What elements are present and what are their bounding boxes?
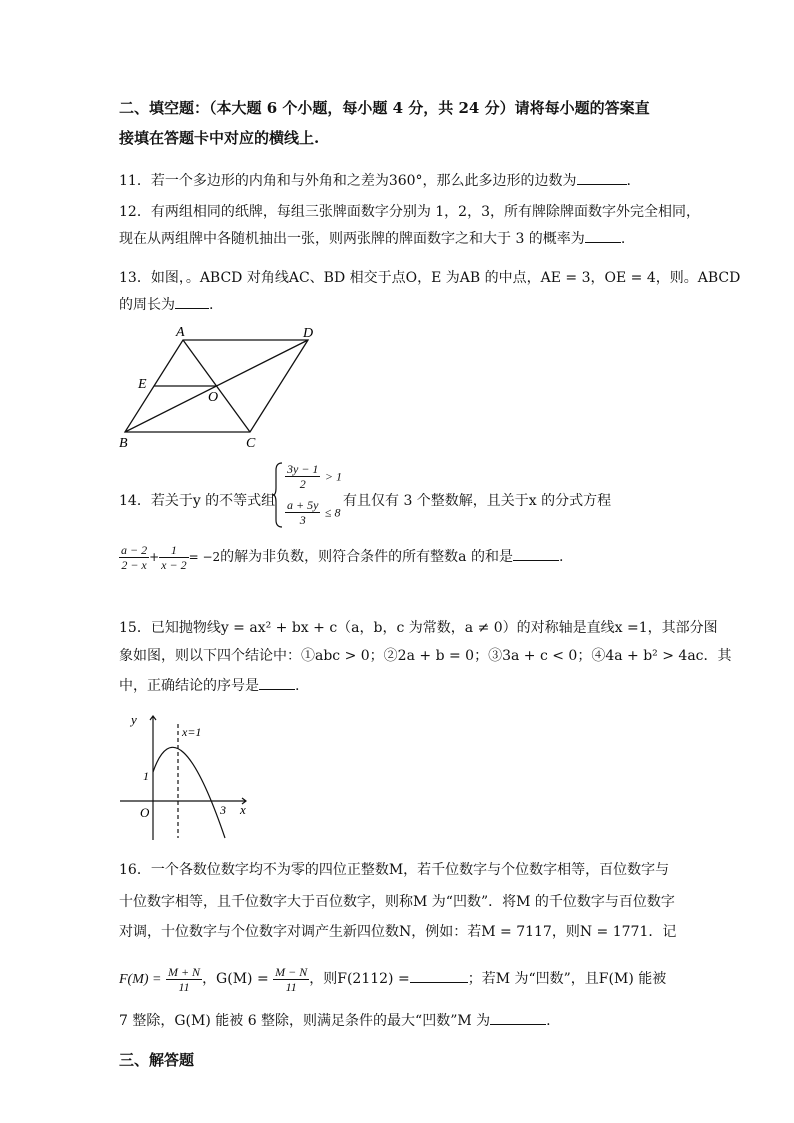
section-2-heading-line2: 接填在答题卡中对应的横线上. — [119, 129, 320, 147]
g-numerator: M − N — [275, 964, 308, 979]
label-a: A — [176, 325, 185, 340]
eq-fraction2-numerator: 1 — [159, 543, 188, 558]
question-13-end: . — [209, 297, 214, 313]
label-e: E — [138, 377, 147, 392]
eq-rhs: = −2 — [188, 550, 221, 564]
question-15-text: 中，正确结论的序号是 — [119, 678, 259, 694]
question-16-line3: 对调，十位数字与个位数字对调产生新四位数N，例如：若M = 7117，则N = 1771．记 — [119, 924, 677, 940]
ineq1-numerator: 3y − 1 — [287, 462, 319, 476]
eq-fraction2-denominator: x − 2 — [161, 557, 187, 572]
question-16-line4 — [119, 963, 666, 996]
g-denominator: 11 — [285, 979, 297, 994]
question-16-line2: 十位数字相等，且千位数字大于百位数字，则称M 为“凹数”．将M 的千位数字与百位数字 — [119, 894, 675, 910]
label-three: 3 — [220, 803, 226, 817]
question-15-end: . — [295, 678, 300, 694]
x-axis-label: x — [240, 802, 246, 817]
label-o: O — [208, 390, 219, 405]
origin-label: O — [140, 805, 150, 820]
inequality-2 — [285, 498, 340, 527]
answer-blank-12[interactable] — [585, 228, 621, 243]
question-14-prefix: 14．若关于y 的不等式组 — [119, 493, 276, 509]
question-16-text: 7 整除，G(M) 能被 6 整除，则满足条件的最大“凹数”M 为 — [119, 1013, 491, 1029]
section-2-heading-line1: 二、填空题：（本大题 6 个小题，每小题 4 分，共 24 分）请将每小题的答案直 — [119, 99, 650, 117]
parallelogram-figure — [110, 320, 330, 455]
question-13-line1: 13．如图，。ABCD 对角线AC、BD 相交于点O，E 为AB 的中点，AE = 3，OE = 4，则。ABCD — [119, 270, 741, 286]
answer-blank-15[interactable] — [259, 675, 295, 690]
question-13-line2 — [119, 294, 213, 315]
eq-fraction1-numerator: a − 2 — [121, 542, 148, 557]
label-b: B — [119, 436, 128, 451]
question-16-line5 — [119, 1010, 551, 1031]
symmetry-axis-label: x=1 — [182, 725, 202, 739]
question-16-end: . — [546, 1013, 551, 1029]
label-d: D — [303, 326, 314, 341]
ineq2-relation: ≤ 8 — [324, 505, 341, 520]
ineq1-relation: > 1 — [324, 469, 342, 484]
diagonal-bd — [125, 340, 308, 432]
question-14-text: 的解为非负数，则符合条件的所有整数a 的和是 — [220, 549, 513, 565]
question-12-line2 — [119, 228, 625, 249]
answer-blank-11[interactable] — [577, 170, 627, 185]
question-12-end: . — [620, 231, 626, 247]
question-16-line1: 16．一个各数位数字均不为零的四位正整数M，若千位数字与个位数字相等，百位数字与 — [119, 862, 670, 878]
section-3-heading: 三、解答题 — [119, 1051, 195, 1069]
question-13-text: 的周长为 — [119, 297, 175, 313]
question-11 — [119, 170, 631, 191]
question-11-text: 11．若一个多边形的内角和与外角和之差为360°，那么此多边形的边数为 — [119, 173, 577, 189]
question-14-suffix: 有且仅有 3 个整数解，且关于x 的分式方程 — [343, 493, 612, 509]
f-numerator: M + N — [167, 964, 201, 979]
question-14-line2 — [119, 542, 563, 572]
answer-blank-14[interactable] — [513, 546, 559, 561]
label-one: 1 — [143, 769, 149, 783]
y-axis-label: y — [131, 712, 137, 727]
eq-fraction1-denominator: 2 − x — [121, 557, 147, 572]
question-16-f2112: ，则F(2112) = — [309, 971, 410, 987]
question-16-condition: ；若M 为“凹数”，且F(M) 能被 — [467, 971, 667, 987]
parabola-figure — [112, 710, 262, 845]
question-12-text: 现在从两组牌中各随机抽出一张，则两张牌的牌面数字之和大于 3 的概率为 — [119, 231, 585, 247]
inequality-1 — [285, 462, 342, 491]
f-definition-lhs: F(M) = — [119, 972, 162, 987]
answer-blank-16b[interactable] — [490, 1010, 546, 1025]
ineq2-denominator: 3 — [299, 513, 306, 527]
parabola-curve — [153, 747, 225, 838]
brace-icon — [272, 462, 284, 528]
eq-plus: + — [149, 550, 160, 564]
g-definition-lhs: ，G(M) = — [202, 971, 269, 987]
label-c: C — [246, 436, 256, 451]
question-15-line2: 象如图，则以下四个结论中：①abc > 0；②2a + b = 0；③3a + c < 0；④4a + b² > 4ac．其 — [119, 648, 732, 664]
question-11-end: . — [626, 173, 631, 189]
question-14-end: . — [558, 549, 564, 565]
ineq1-denominator: 2 — [299, 477, 306, 491]
question-15-line1: 15．已知抛物线y = ax² + bx + c（a，b，c 为常数，a ≠ 0）的对称轴是直线x =1，其部分图 — [119, 620, 718, 636]
question-14 — [119, 462, 719, 532]
f-denominator: 11 — [178, 979, 190, 994]
question-15-line3 — [119, 675, 299, 696]
answer-blank-16a[interactable] — [410, 968, 468, 983]
question-12-line1: 12．有两组相同的纸牌，每组三张牌面数字分别为 1，2，3，所有牌除牌面数字外完全相同， — [119, 204, 700, 220]
ineq2-numerator: a + 5y — [287, 498, 319, 512]
answer-blank-13[interactable] — [175, 294, 209, 309]
